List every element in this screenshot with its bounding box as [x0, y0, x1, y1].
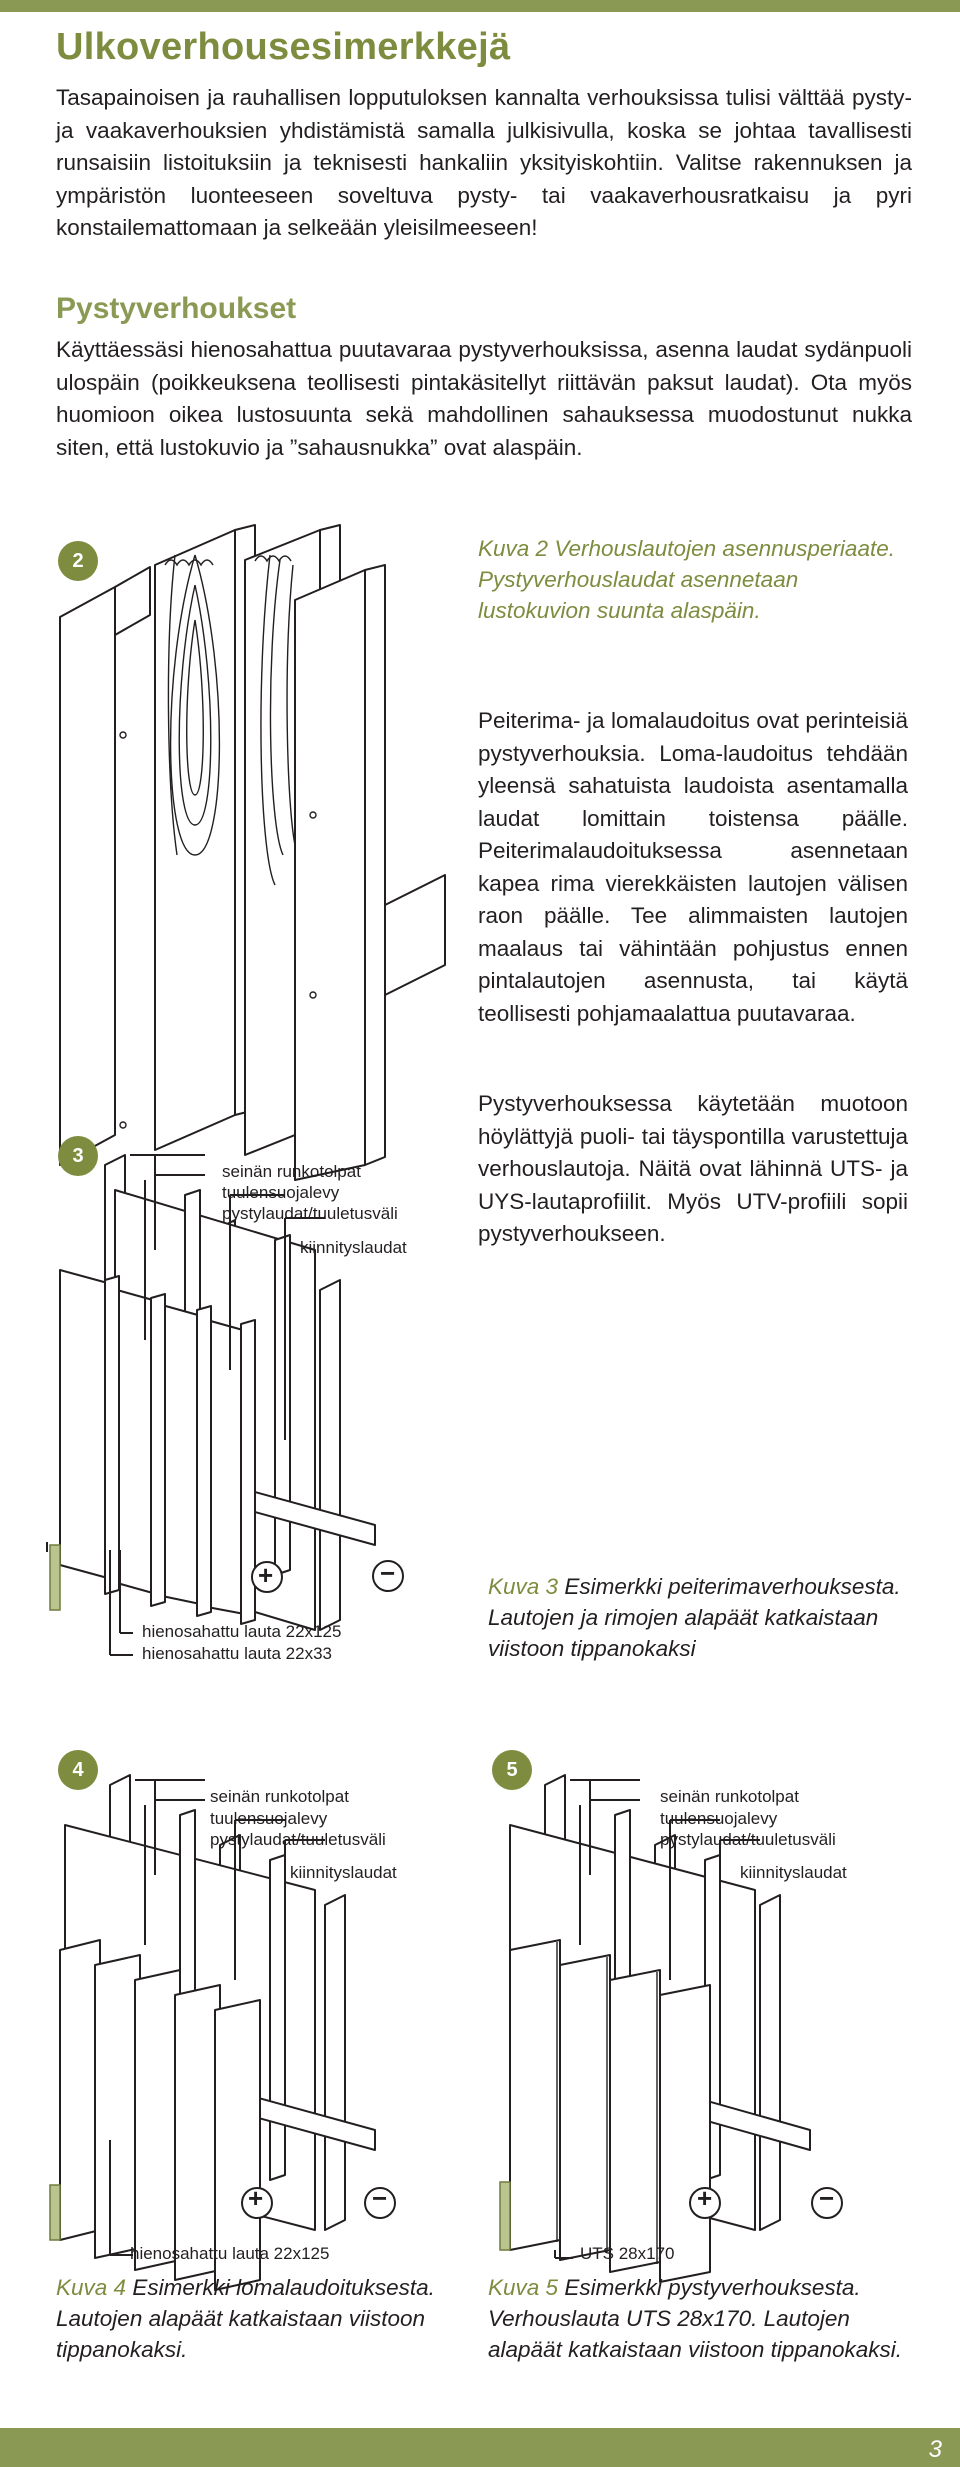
figure-3-label-board-22x125: hienosahattu lauta 22x125 — [142, 1622, 342, 1641]
figure-4-caption-label: Kuva 4 — [56, 2275, 127, 2300]
figure-3-label-fixing-boards: kiinnityslaudat — [300, 1238, 407, 1257]
section-heading: Pystyverhoukset — [56, 292, 297, 325]
figure-5-caption-text: Esimerkki pystyverhouksesta. Verhouslauta UTS 28x170. Lautojen alapäät katkaistaan viistoon tippanokaksi. — [488, 2275, 903, 2362]
figure-3-plus-icon: + — [258, 1560, 274, 1590]
figure-4-label-battens: pystylaudat/tuuletusväli — [210, 1830, 386, 1849]
figure-2-caption-label: Kuva 2 — [478, 536, 549, 561]
bottom-accent-bar — [0, 2428, 960, 2467]
figure-5-caption — [488, 2272, 908, 2365]
figure-3-label-board-22x33: hienosahattu lauta 22x33 — [142, 1644, 332, 1663]
figure-4-label-studs: seinän runkotolpat — [210, 1787, 349, 1806]
figure-4-label-wind-barrier: tuulensuojalevy — [210, 1809, 328, 1828]
figure-4-caption-text: Esimerkki lomalaudoituksesta. Lautojen alapäät katkaistaan viistoon tippanokaksi. — [56, 2275, 435, 2362]
page-number: 3 — [928, 2436, 942, 2463]
figure-5-label-battens: pystylaudat/tuuletusväli — [660, 1830, 836, 1849]
figure-2-drawing — [55, 525, 475, 1185]
figure-3-label-wind-barrier: tuulensuojalevy — [222, 1183, 340, 1202]
figure-5-label-uts-28x170: UTS 28x170 — [580, 2244, 675, 2263]
figure-3-minus-icon: − — [380, 1558, 396, 1588]
figure-3-caption — [488, 1571, 908, 1664]
figure-3-caption-label: Kuva 3 — [488, 1574, 559, 1599]
figure-2-caption — [478, 533, 908, 626]
section-paragraph: Käyttäessäsi hienosahattua puutavaraa pystyverhouksissa, asenna laudat sydänpuoli ulospäin (poikkeuksena teollisesti pintakäsitellyt riittävän paksut laudat). Ota myös huomioon oikea lustosuunta sekä mahdollinen sahauksessa muodostunut nukka siten, että lustokuvio ja ”sahausnukka” ovat alaspäin. — [56, 337, 912, 460]
figure-3-caption-text: Esimerkki peiterimaverhouksesta. Lautojen ja rimojen alapäät katkaistaan viistoon tippanokaksi — [488, 1574, 901, 1661]
right-paragraph-2: Pystyverhouksessa käytetään muotoon höylättyjä puoli- tai täyspontilla varustettuja verhouslautoja. Näitä ovat lähinnä UTS- ja UYS-lautaprofiilit. Myös UTV-profiili sopii pystyverhoukseen. — [478, 1091, 908, 1246]
figure-2-caption-text: Verhouslautojen asennusperiaate. Pystyverhouslaudat asennetaan lustokuvion suunta alaspäin. — [478, 536, 895, 623]
figure-5-minus-icon: − — [819, 2183, 835, 2213]
figure-4-label-fixing-boards: kiinnityslaudat — [290, 1863, 397, 1882]
figure-4-label-board-22x125: hienosahattu lauta 22x125 — [130, 2244, 330, 2263]
figure-4-plus-icon: + — [248, 2183, 264, 2213]
figure-3-label-studs: seinän runkotolpat — [222, 1162, 361, 1181]
figure-4-badge: 4 — [58, 1750, 98, 1790]
figure-4-caption — [56, 2272, 446, 2365]
figure-4-minus-icon: − — [372, 2183, 388, 2213]
figure-5-label-studs: seinän runkotolpat — [660, 1787, 799, 1806]
figure-5-label-wind-barrier: tuulensuojalevy — [660, 1809, 778, 1828]
top-accent-bar — [0, 0, 960, 12]
figure-5-plus-icon: + — [697, 2183, 713, 2213]
figure-5-badge: 5 — [492, 1750, 532, 1790]
intro-paragraph: Tasapainoisen ja rauhallisen lopputuloksen kannalta verhouksissa tulisi välttää pysty- ja vaakaverhouksien yhdistämistä samalla julkisivulla, koska se johtaa tavallisesti runsaisiin listoituksiin ja teknisesti hankaliin yksityiskohtiin. Valitse rakennuksen ja ympäristön luonteeseen soveltuva pysty- tai vaakaverhousratkaisu ja pyri konstailemattomaan ja selkeään yleisilmeeseen! — [56, 85, 912, 240]
page-title: Ulkoverhousesimerkkejä — [56, 26, 511, 68]
figure-2-badge: 2 — [58, 541, 98, 581]
figure-3-drawing — [55, 1150, 455, 1670]
figure-3-badge: 3 — [58, 1136, 98, 1176]
figure-5-caption-label: Kuva 5 — [488, 2275, 559, 2300]
right-paragraph-1: Peiterima- ja lomalaudoitus ovat perinteisiä pystyverhouksia. Loma-laudoitus tehdään yleensä sahatuista laudoista asentamalla laudat lomittain toistensa päälle. Peiterimalaudoituksessa asennetaan kapea rima vierekkäisten lautojen välisen raon päälle. Tee alimmaisten lautojen maalaus tai vähintään pohjustus ennen pintalautojen asennusta, tai käytä teollisesti pohjamaalattua puutavaraa. — [478, 708, 908, 1026]
figure-3-label-battens: pystylaudat/tuuletusväli — [222, 1204, 398, 1223]
figure-5-label-fixing-boards: kiinnityslaudat — [740, 1863, 847, 1882]
